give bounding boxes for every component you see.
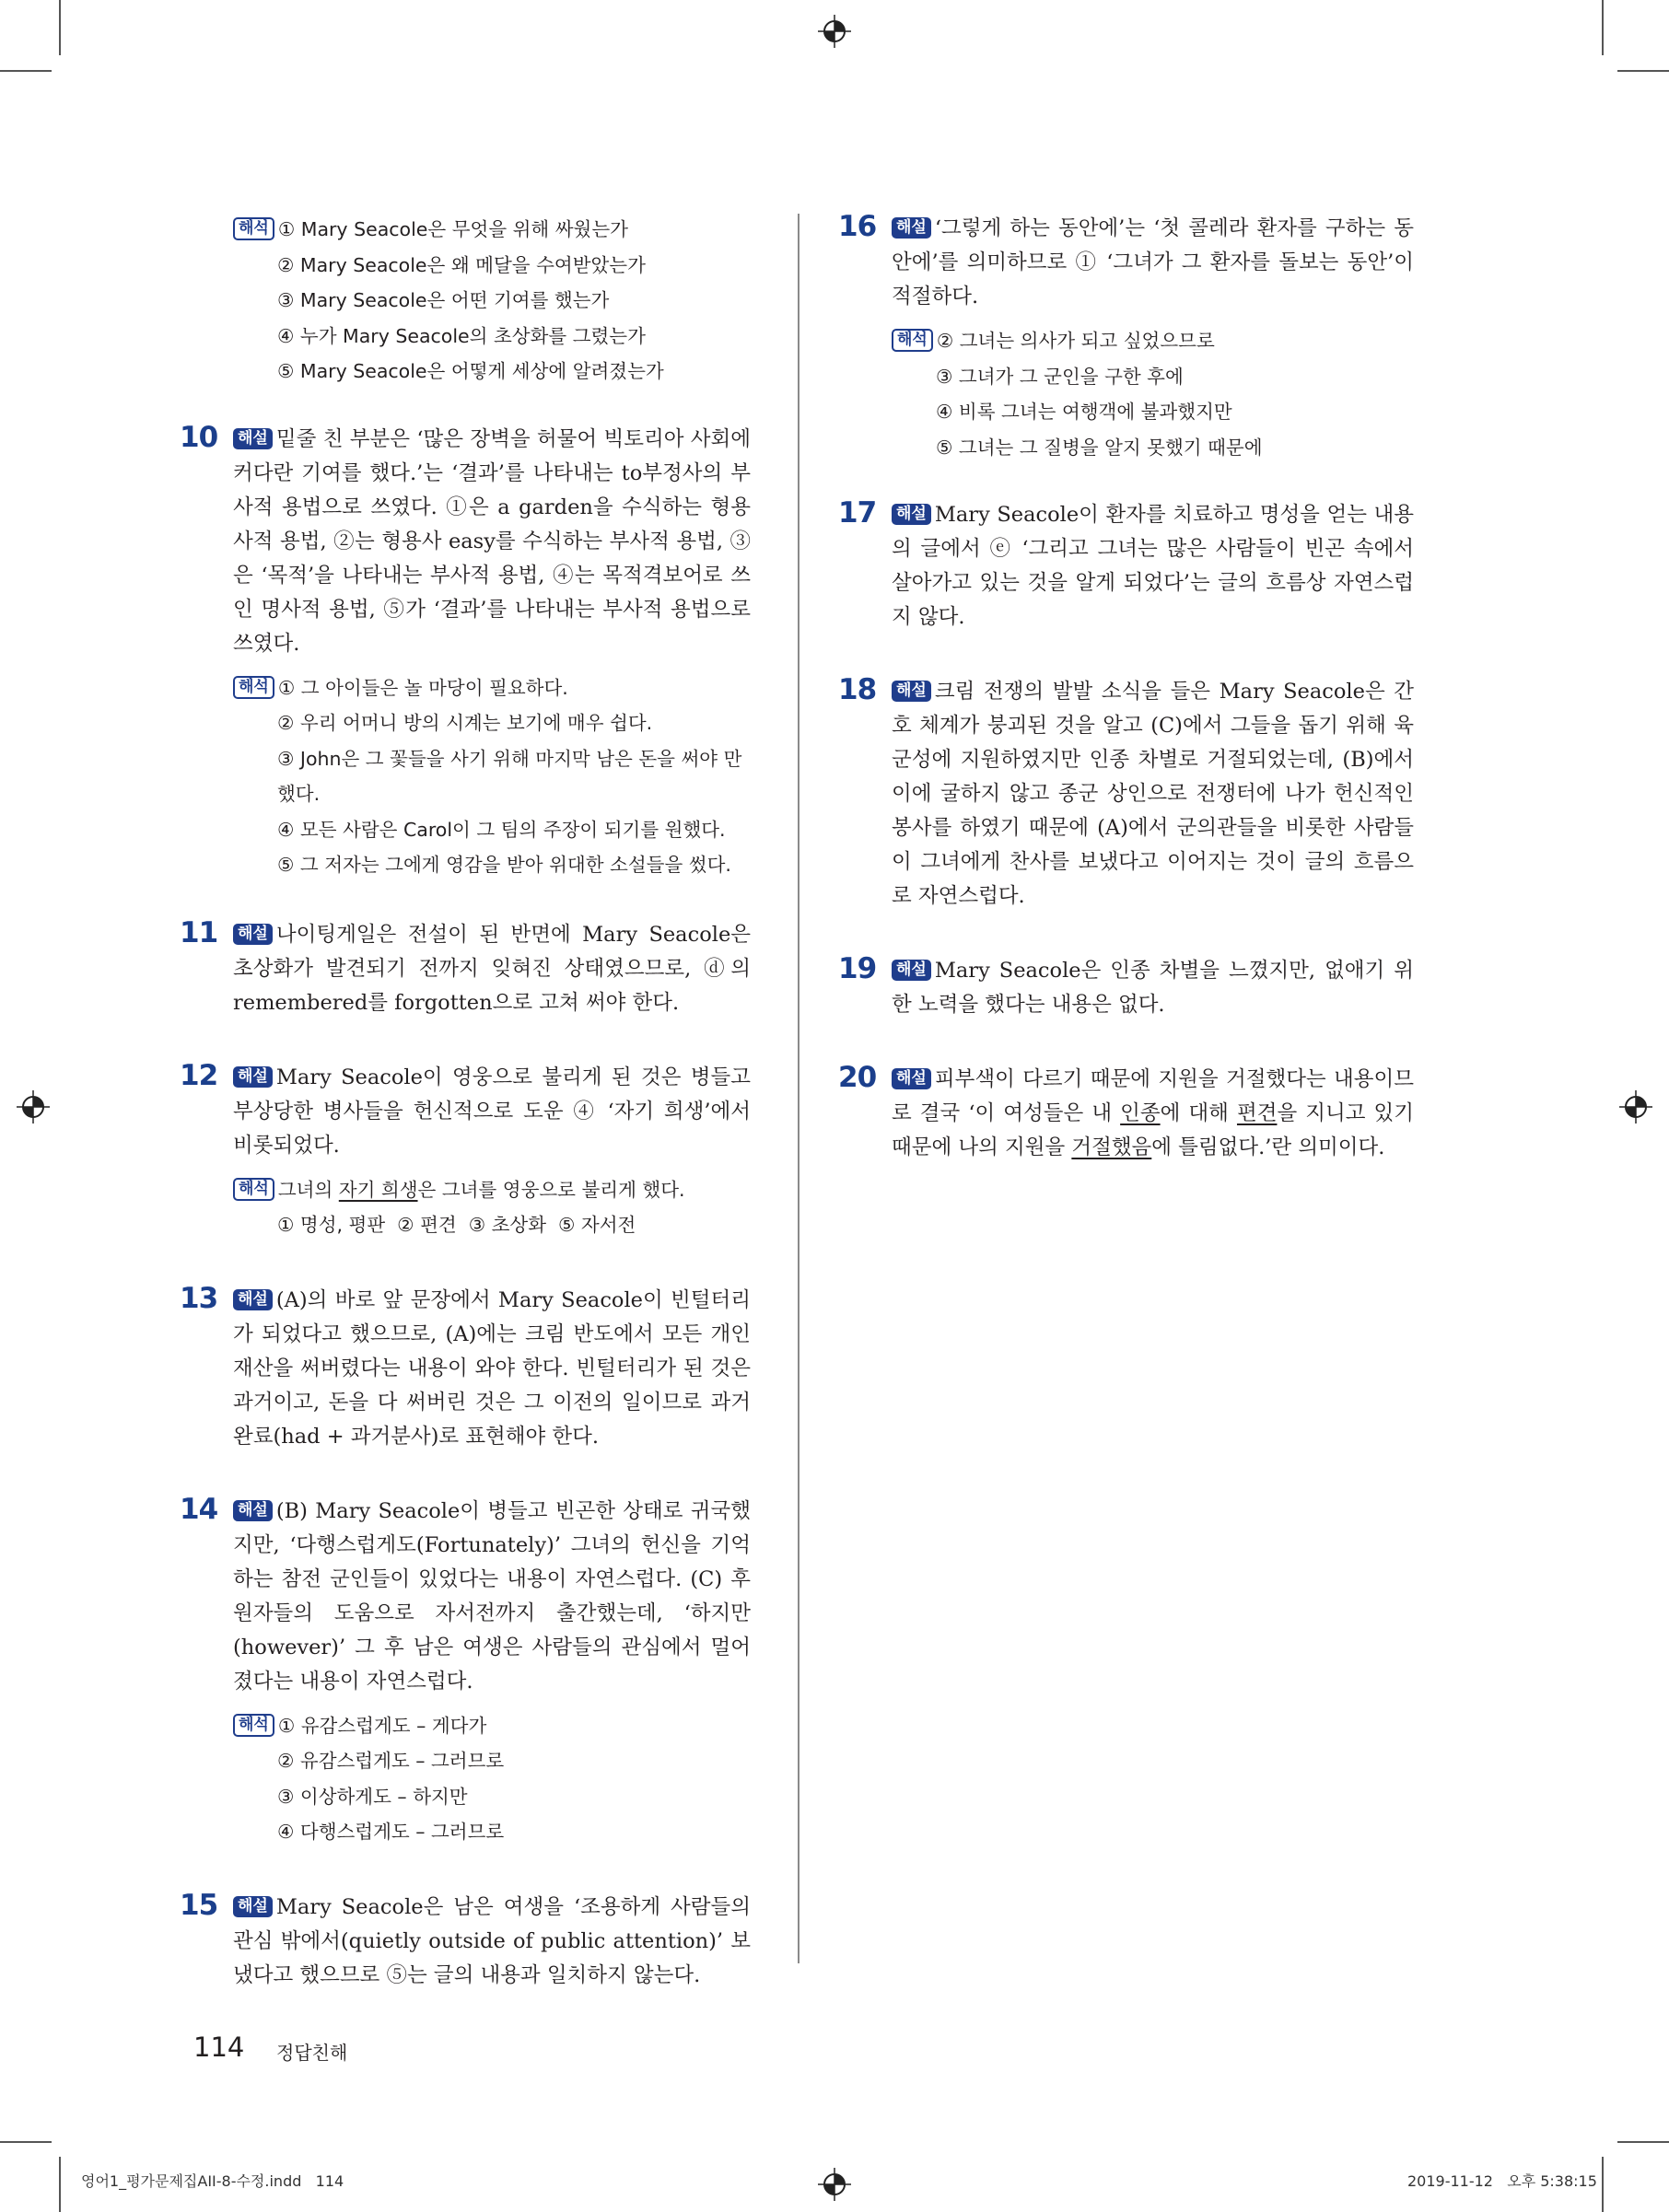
explanation-body: (B) Mary Seacole이 병들고 빈곤한 상태로 귀국했지만, ‘다행스럽게도(Fortunately)’ 그녀의 헌신을 기억하는 참전 군인들이 있었다는 내용이 자연스럽다. (C) 후원자들의 도움으로 자서전까지 출간했는데, ‘하지만(however)’ 그 후 남은 여생은 사람들의 관심에서 멀어졌다는 내용이 자연스럽다. <box>233 1498 751 1694</box>
translation-line: ② Mary Seacole은 왜 메달을 수여받았는가 <box>277 253 646 276</box>
slug-timestamp: 2019-11-12 오후 5:38:15 <box>1407 2172 1597 2190</box>
translation-text: ② 그녀는 의사가 되고 싶었으므로 <box>936 330 1215 352</box>
explanation-body: 에 대해 <box>1160 1101 1237 1125</box>
explanation-text <box>233 1495 751 1699</box>
explanation-badge: 해설 <box>892 681 931 702</box>
translation-block <box>233 212 751 390</box>
translation-text: ① 그 아이들은 놀 마당이 필요하다. <box>277 676 568 699</box>
registration-mark-icon <box>818 15 851 48</box>
translation-line: ③ Mary Seacole은 어떤 기여를 했는가 <box>277 289 610 311</box>
explanation-badge: 해설 <box>892 960 931 981</box>
explanation-body: 나이팅게일은 전설이 된 반면에 Mary Seacole은 초상화가 발견되기 전까지 잊혀진 상태였으므로, ⓓ의 remembered를 forgotten으로 고쳐 써야 한다. <box>233 922 751 1015</box>
underlined-phrase: 자기 희생 <box>338 1178 418 1201</box>
question-number: 10 <box>180 420 218 454</box>
explanation-body: 밑줄 친 부분은 ‘많은 장벽을 허물어 빅토리아 사회에 커다란 기여를 했다.’는 ‘결과’를 나타내는 to부정사의 부사적 용법으로 쓰였다. ①은 a garden을 수식하는 형용사적 용법, ②는 형용사 easy를 수식하는 부사적 용법, ③은 ‘목적’을 나타내는 부사적 용법, ④는 목적격보어로 쓰인 명사적 용법, ⑤가 ‘결과’를 나타내는 부사적 용법으로 쓰였다. <box>233 426 751 656</box>
section-title: 정답친해 <box>276 2042 348 2064</box>
translation-badge: 해석 <box>233 676 274 699</box>
explanation-badge: 해설 <box>233 428 273 449</box>
answer-entry-15 <box>180 1888 751 1993</box>
translation-line: ② 우리 어머니 방의 시계는 보기에 매우 쉽다. <box>277 712 653 734</box>
question-number: 13 <box>180 1281 218 1315</box>
crop-mark <box>0 70 52 72</box>
explanation-text <box>892 675 1414 914</box>
translation-text: ① Mary Seacole은 무엇을 위해 싸웠는가 <box>277 218 628 240</box>
translation-line: ⑤ 그녀는 그 질병을 알지 못했기 때문에 <box>936 436 1263 459</box>
answer-entry-10 <box>180 420 751 883</box>
explanation-body: (A)의 바로 앞 문장에서 Mary Seacole이 빈털터리가 되었다고 했으므로, (A)에는 크림 반도에서 모든 개인 재산을 써버렸다는 내용이 와야 한다. 빈털터리가 된 것은 과거이고, 돈을 다 써버린 것은 그 이전의 일이므로 과거완료(had + 과거분사)로 표현해야 한다. <box>233 1287 751 1449</box>
explanation-text <box>233 918 751 1020</box>
question-number: 19 <box>838 952 877 985</box>
translation-block <box>233 1708 751 1850</box>
translation-text: ① 유감스럽게도 – 게다가 <box>277 1714 487 1737</box>
translation-badge: 해석 <box>233 217 274 240</box>
crop-mark <box>1602 2157 1604 2212</box>
answer-entry-14 <box>180 1492 751 1850</box>
translation-line: ④ 비록 그녀는 여행객에 불과했지만 <box>936 401 1232 423</box>
crop-mark <box>0 2141 52 2143</box>
explanation-badge: 해설 <box>233 1500 273 1521</box>
explanation-body: 크림 전쟁의 발발 소식을 들은 Mary Seacole은 간호 체계가 붕괴된 것을 알고 (C)에서 그들을 돕기 위해 육군성에 지원하였지만 인종 차별로 거절되었는데, (B)에서 이에 굴하지 않고 종군 상인으로 전쟁터에 나가 헌신적인 봉사를 하였기 때문에 (A)에서 군의관들을 비롯한 사람들이 그녀에게 찬사를 보냈다고 이어지는 것이 글의 흐름으로 자연스럽다. <box>892 680 1414 908</box>
translation-line: ③ 이상하게도 – 하지만 <box>277 1785 468 1808</box>
question-number: 16 <box>838 210 877 243</box>
crop-mark <box>59 0 61 55</box>
translation-badge: 해석 <box>233 1178 274 1201</box>
explanation-body: 을 지니고 있기 때문에 나의 지원을 <box>892 1101 1415 1159</box>
question-number: 20 <box>838 1061 877 1094</box>
translation-block <box>892 323 1414 465</box>
translation-line: ③ John은 그 꽃들을 사기 위해 마지막 남은 돈을 써야 만 했다. <box>277 747 742 805</box>
explanation-body: Mary Seacole은 인종 차별을 느꼈지만, 없애기 위한 노력을 했다는 내용은 없다. <box>892 959 1414 1017</box>
explanation-text <box>233 1061 751 1163</box>
translation-line: ⑤ 그 저자는 그에게 영감을 받아 위대한 소설들을 썼다. <box>277 854 731 876</box>
translation-line <box>233 1172 751 1208</box>
question-number: 18 <box>838 673 877 706</box>
translation-line: ④ 모든 사람은 Carol이 그 팀의 주장이 되기를 원했다. <box>277 818 726 841</box>
left-column <box>180 212 751 2033</box>
explanation-body: ‘그렇게 하는 동안에’는 ‘첫 콜레라 환자를 구하는 동안에’를 의미하므로 ① ‘그녀가 그 환자를 돌보는 동안’이 적절하다. <box>892 216 1414 309</box>
answer-entry-18 <box>838 675 1414 914</box>
answer-entry-11 <box>180 915 751 1020</box>
crop-mark <box>59 2157 61 2212</box>
question-number: 12 <box>180 1058 218 1092</box>
translation-block <box>233 1172 751 1243</box>
explanation-text <box>233 423 751 661</box>
translation-line <box>233 1708 751 1744</box>
slug-filename: 영어1_평가문제집AII-8-수정.indd 114 <box>81 2172 344 2190</box>
explanation-badge: 해설 <box>892 504 931 525</box>
translation-line <box>233 670 751 706</box>
explanation-body: Mary Seacole이 영웅으로 불리게 된 것은 병들고 부상당한 병사들을 헌신적으로 도운 ④ ‘자기 희생’에서 비롯되었다. <box>233 1065 751 1158</box>
right-column <box>838 212 1414 1205</box>
explanation-badge: 해설 <box>892 217 931 239</box>
explanation-body: 에 틀림없다.’란 의미이다. <box>1151 1135 1385 1159</box>
explanation-text <box>892 498 1414 634</box>
question-number: 15 <box>180 1888 218 1922</box>
translation-block <box>233 670 751 883</box>
answer-entry-13 <box>180 1281 751 1454</box>
answer-entry-continuation <box>180 212 751 390</box>
question-number: 14 <box>180 1492 218 1526</box>
translation-line <box>892 323 1414 359</box>
question-number: 17 <box>838 496 877 530</box>
translation-options: ① 명성, 평판 ② 편견 ③ 초상화 ⑤ 자서전 <box>277 1214 636 1236</box>
registration-mark-icon <box>17 1090 50 1123</box>
question-number: 11 <box>180 915 218 949</box>
column-divider <box>798 214 799 1963</box>
explanation-text <box>892 212 1414 314</box>
answer-entry-12 <box>180 1058 751 1243</box>
explanation-text <box>233 1284 751 1454</box>
translation-line <box>233 212 751 248</box>
translation-text: 은 그녀를 영웅으로 불리게 했다. <box>417 1178 685 1201</box>
explanation-badge: 해설 <box>233 1066 273 1088</box>
explanation-badge: 해설 <box>892 1068 931 1089</box>
explanation-body: Mary Seacole이 환자를 치료하고 명성을 얻는 내용의 글에서 ⓔ ‘그리고 그녀는 많은 사람들이 빈곤 속에서 살아가고 있는 것을 알게 되었다’는 글의 흐름상 자연스럽지 않다. <box>892 503 1414 629</box>
answer-entry-16 <box>838 212 1414 465</box>
page-number: 114 <box>193 2032 245 2063</box>
underlined-phrase: 편견 <box>1236 1101 1278 1125</box>
explanation-body: Mary Seacole은 남은 여생을 ‘조용하게 사람들의 관심 밖에서(quietly outside of public attention)’ 보냈다고 했으므로 ⑤는 글의 내용과 일치하지 않는다. <box>233 1894 751 1987</box>
crop-mark <box>1602 0 1604 55</box>
translation-badge: 해석 <box>892 329 933 352</box>
answer-entry-19 <box>838 954 1414 1022</box>
underlined-phrase: 인종 <box>1120 1101 1161 1125</box>
translation-text: 그녀의 <box>277 1178 339 1201</box>
answer-entry-20 <box>838 1063 1414 1165</box>
crop-mark <box>1617 70 1669 72</box>
registration-mark-icon <box>818 2168 851 2201</box>
explanation-body: 피부색이 다르기 때문에 지원을 거절했다는 내용이므로 결국 ‘이 여성들은 내 <box>892 1067 1414 1125</box>
answer-entry-17 <box>838 498 1414 634</box>
explanation-text <box>892 954 1414 1022</box>
explanation-text <box>233 1891 751 1993</box>
registration-mark-icon <box>1619 1090 1652 1123</box>
underlined-phrase: 거절했음 <box>1071 1135 1152 1159</box>
crop-mark <box>1617 2141 1669 2143</box>
explanation-badge: 해설 <box>233 924 273 945</box>
explanation-text <box>892 1063 1414 1165</box>
translation-line: ② 유감스럽게도 – 그러므로 <box>277 1750 505 1772</box>
translation-badge: 해석 <box>233 1714 274 1737</box>
explanation-badge: 해설 <box>233 1896 273 1917</box>
translation-line: ⑤ Mary Seacole은 어떻게 세상에 알려졌는가 <box>277 360 664 382</box>
translation-line: ④ 누가 Mary Seacole의 초상화를 그렸는가 <box>277 324 646 347</box>
translation-line: ③ 그녀가 그 군인을 구한 후에 <box>936 365 1184 388</box>
explanation-badge: 해설 <box>233 1289 273 1310</box>
translation-line: ④ 다행스럽게도 – 그러므로 <box>277 1821 505 1843</box>
